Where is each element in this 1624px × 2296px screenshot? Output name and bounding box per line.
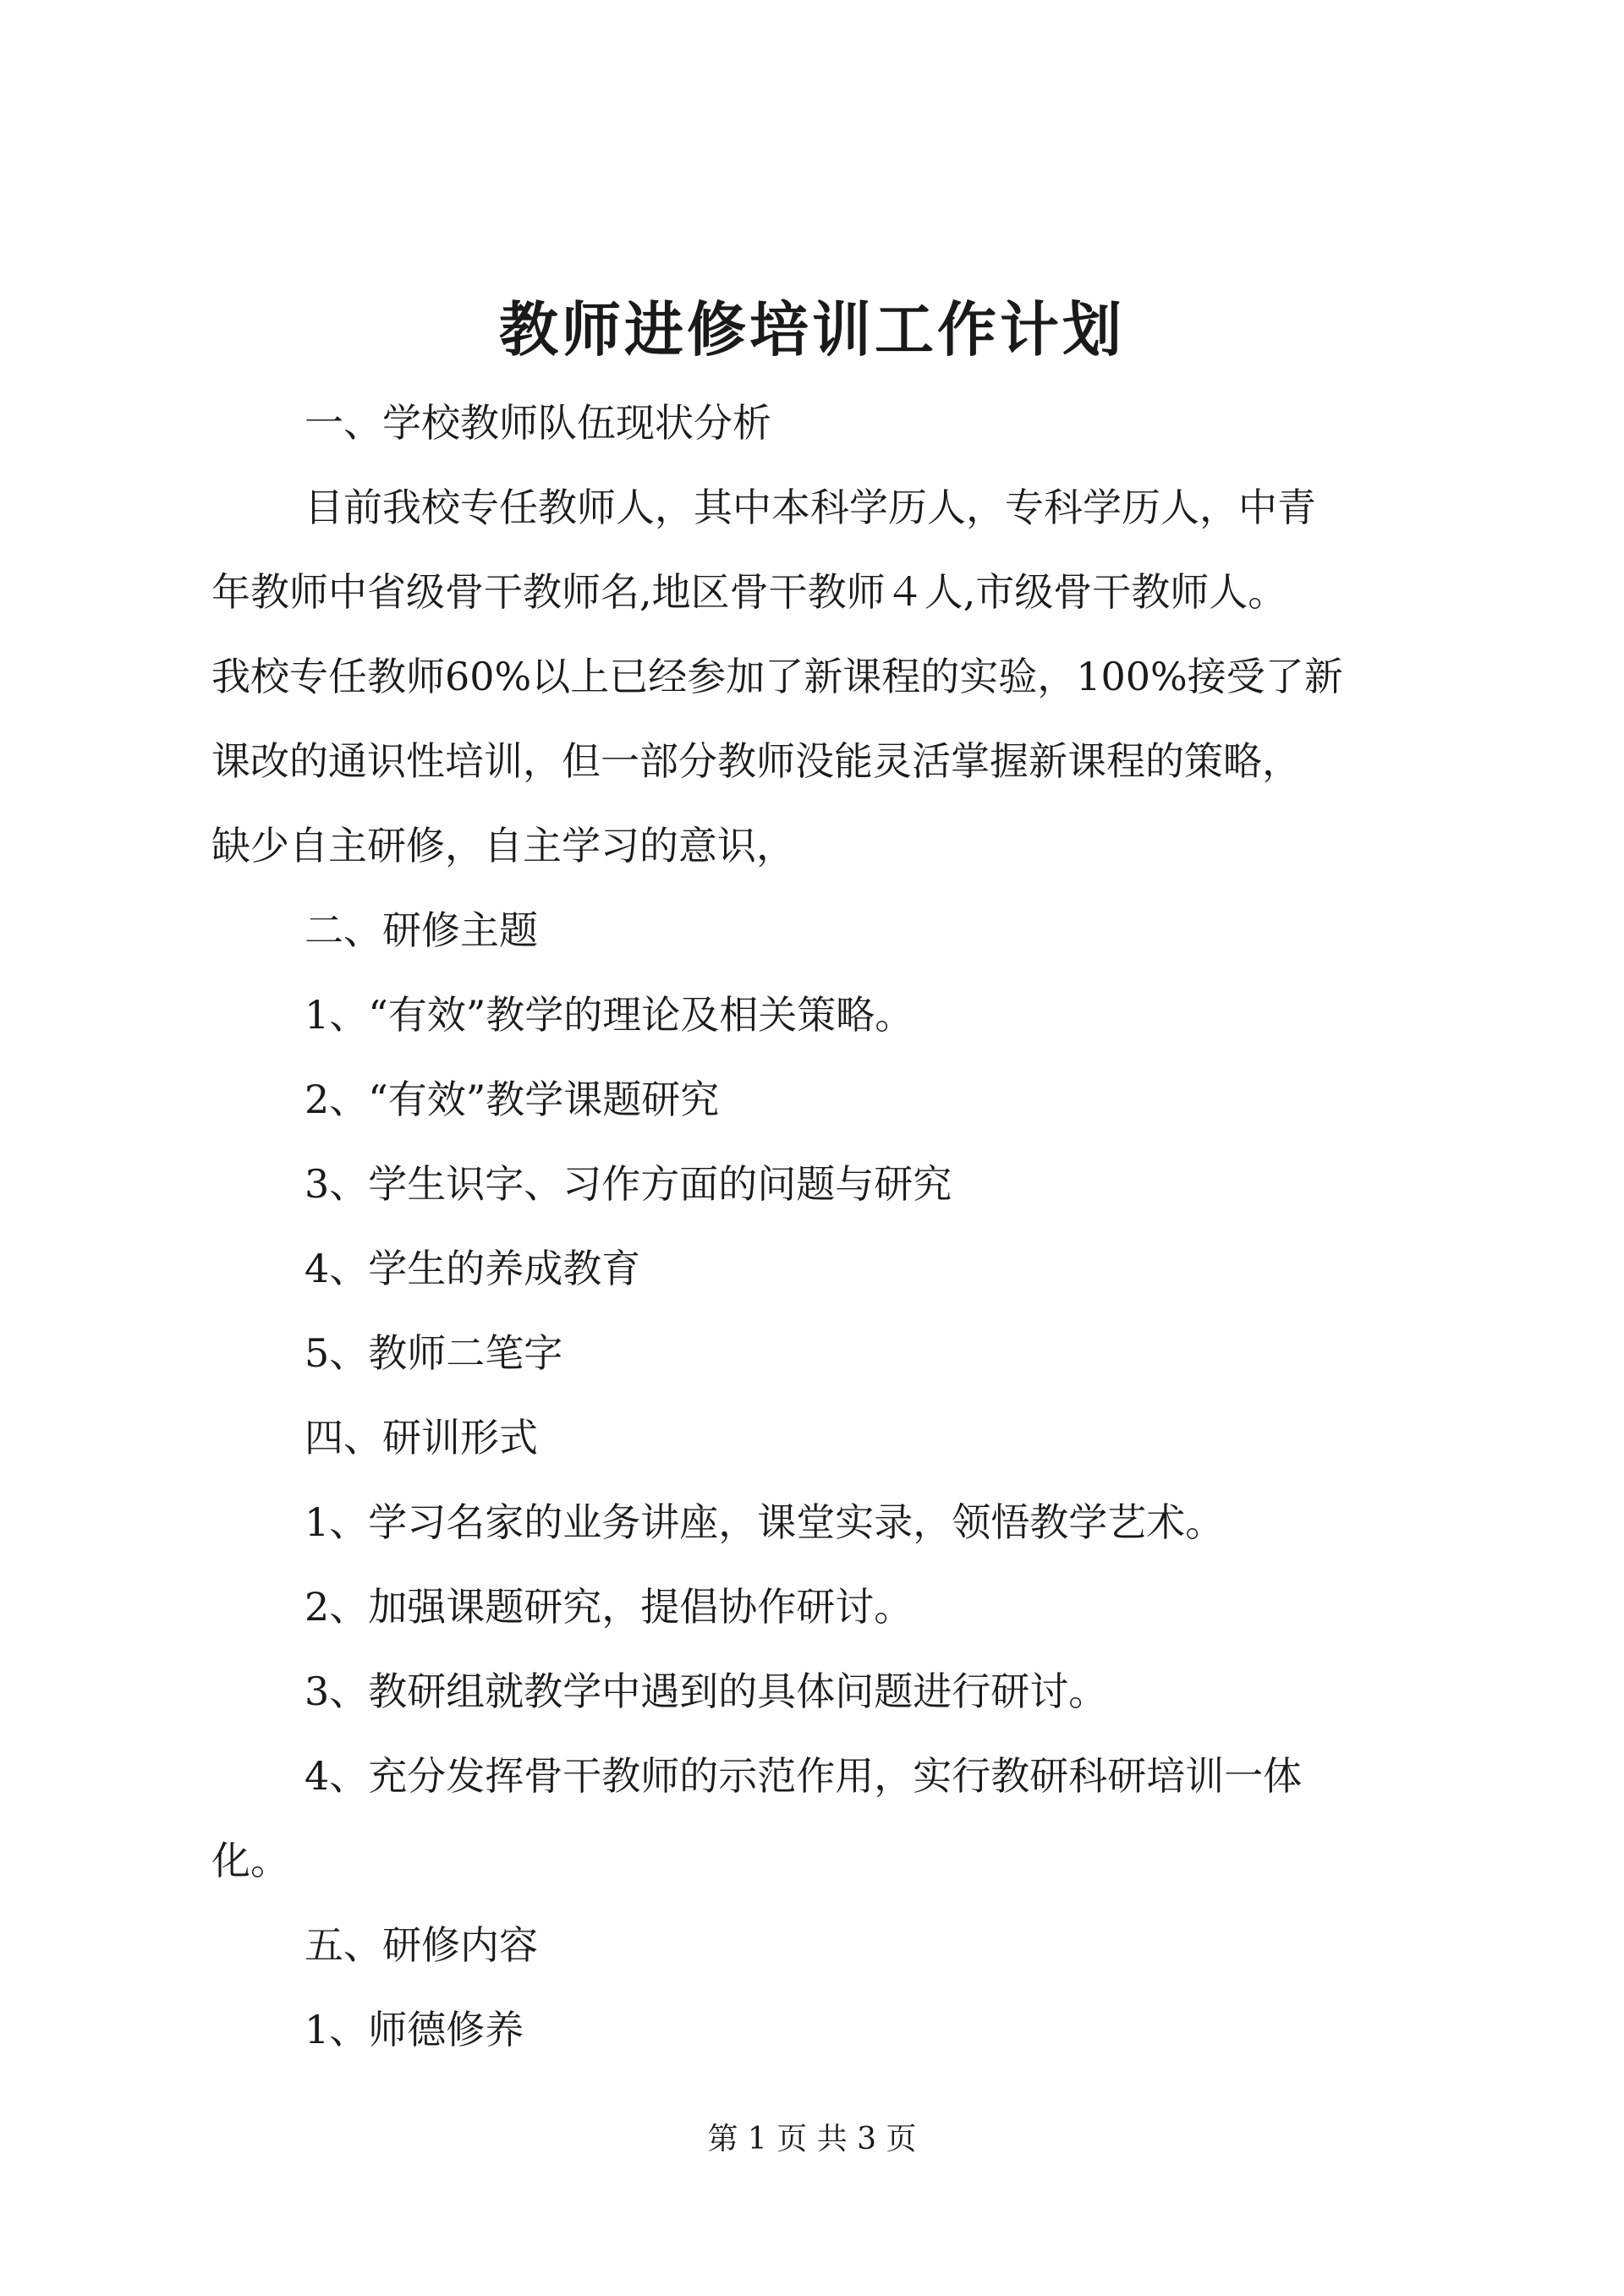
list-item: 1、学习名家的业务讲座，课堂实录，领悟教学艺术。 — [304, 1499, 1225, 1545]
list-item: 4、学生的养成教育 — [304, 1246, 641, 1291]
list-item: 1、师德修养 — [304, 2007, 524, 2052]
paragraph-line: 缺少自主研修，自主学习的意识， — [211, 823, 795, 869]
paragraph-line: 课改的通识性培训，但一部分教师没能灵活掌握新课程的策略， — [211, 738, 1301, 784]
page-number-footer: 第 1 页 共 3 页 — [707, 2122, 917, 2156]
section-heading-4: 四、研训形式 — [304, 1415, 538, 1460]
list-item: 5、教师二笔字 — [304, 1330, 563, 1376]
section-heading-1: 一、学校教师队伍现状分析 — [304, 400, 771, 446]
list-item-continuation: 化。 — [211, 1838, 289, 1883]
list-item: 3、教研组就教学中遇到的具体问题进行研讨。 — [304, 1669, 1108, 1714]
list-item: 2、“有效”教学课题研究 — [304, 1077, 720, 1122]
paragraph-line: 年教师中省级骨干教师名,地区骨干教师４人,市级骨干教师人。 — [211, 569, 1287, 615]
list-item: 3、学生识字、习作方面的问题与研究 — [304, 1161, 952, 1207]
list-item: 4、充分发挥骨干教师的示范作用，实行教研科研培训一体 — [304, 1753, 1303, 1799]
list-item: 1、“有效”教学的理论及相关策略。 — [304, 992, 914, 1038]
section-heading-5: 五、研修内容 — [304, 1922, 538, 1968]
section-heading-2: 二、研修主题 — [304, 907, 538, 953]
paragraph-line: 目前我校专任教师人，其中本科学历人，专科学历人，中青 — [304, 485, 1316, 530]
document-title: 教师进修培训工作计划 — [499, 294, 1125, 364]
paragraph-line: 我校专任教师60%以上已经参加了新课程的实验，100%接受了新 — [211, 654, 1343, 699]
list-item: 2、加强课题研究，提倡协作研讨。 — [304, 1584, 914, 1630]
